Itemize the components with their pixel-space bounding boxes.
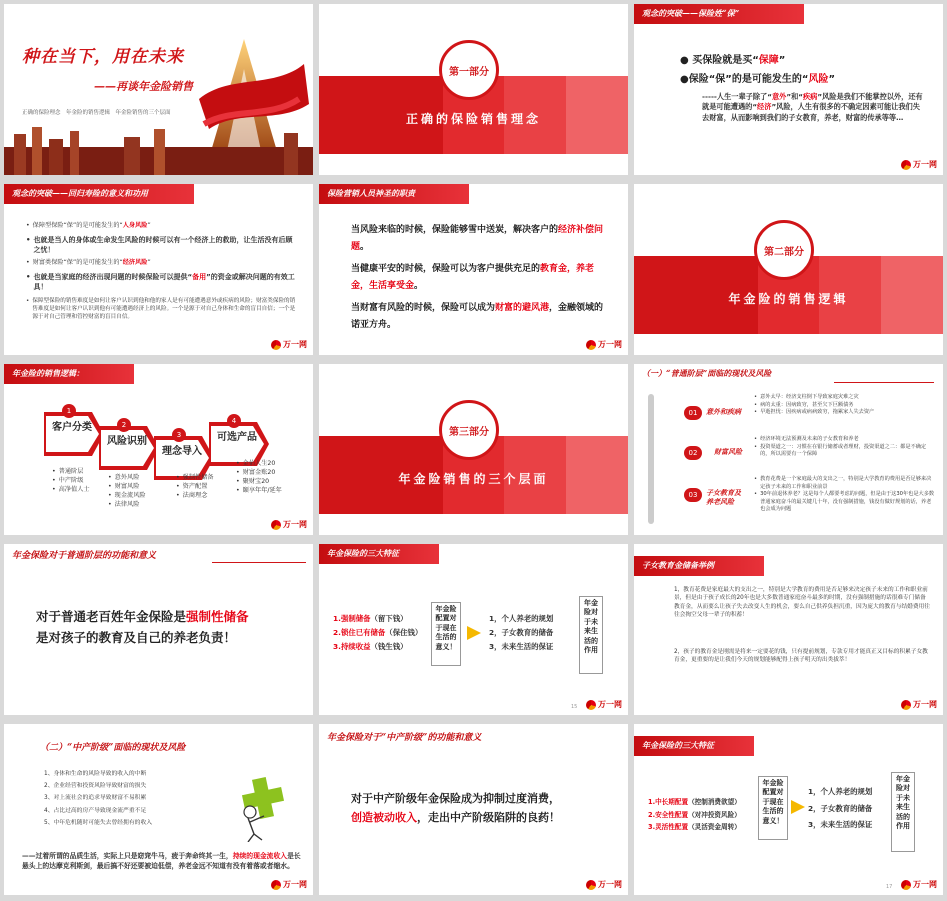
slide-header: 子女教育金储备举例 — [634, 556, 764, 576]
slide-9[interactable] — [634, 364, 943, 535]
logo-icon — [586, 700, 596, 710]
step-2-number: 2 — [117, 418, 131, 432]
slide-header: 年金保险的三大特征 — [319, 544, 439, 564]
part-circle: 第二部分 — [754, 220, 814, 280]
logo-icon — [586, 340, 596, 350]
slide-7[interactable] — [4, 364, 313, 535]
slide-1-tagline: 正确的保险理念 年金险的销售逻辑 年金险销售的三个层面 — [22, 110, 171, 116]
step-4-number: 4 — [227, 414, 241, 428]
header-rule — [212, 562, 306, 563]
logo-icon — [271, 340, 281, 350]
paragraph: -----人生一辈子除了“意外”和“疾病”风险是我们不能掌控以外，还有就是可能遭遇的“经济”风险，人生有很多的不确定因素可能让我们失去财富，从而影响到我们的子女教育，养老，财富的传承等等… — [702, 92, 923, 122]
logo: 万一网 — [901, 879, 937, 890]
main-statement: 对于普通老百姓年金保险是强制性储备 是对孩子的教育及自己的养老负责！ — [36, 609, 249, 646]
row-1-items: • 意外太早：经济支柱倒下导致家庭灾难之灾 • 病的太重：因病致穷，甚至欠下巨额债务 • 早逝担忧：因疾病或病病致穷，拖累家人失去资产 — [754, 394, 936, 417]
slide-header: （二）“中产阶级”面临的现状及风险 — [32, 736, 292, 758]
slide-header: 年金险的销售逻辑： — [4, 364, 134, 384]
meaning-box: 年金险配置对于现在生活的意义！ — [758, 776, 788, 840]
row-3-items: • 教育花费是一个家庭最大的支出之一，特别是大学教育的费用是否足够来决定孩子未来的工作和职业前景 • 30年前退休养老？这是每个人都要考虑的问题，但是由于这30年也是大多数普通家庭奋斗的最关键几十年，没有强制措施，钱没有做好规划的话，养老也会成为问题 — [754, 476, 936, 514]
slide-1-title: 种在当下，用在未来 — [22, 47, 184, 67]
summary-paragraph: ——过着所谓的品质生活，实际上只是窈窕牛马，疲于奔命终其一生，持续的现金流收入是长悬头上的达摩克利斯剑，最后搞不好还要被迫低偿，养老金远不知道有没有着落或者缩水。 — [22, 852, 301, 870]
section-title: 年金险销售的三个层面 — [398, 472, 549, 486]
header-rule — [834, 382, 934, 383]
step-2-items: • 意外风险 • 财富风险 • 现金流风险 • 法律风险 — [108, 474, 146, 510]
step-1-label: 客户分类 — [52, 422, 92, 433]
slide-header: 年金保险对于“中产阶级”的功能和意义 — [319, 726, 569, 748]
step-2-label: 风险识别 — [107, 436, 147, 447]
slide-header: 保险营销人员神圣的职责 — [319, 184, 469, 204]
bullet-list: • 保障型保险“保”的是可能发生的“人身风险” • 也就是当人的身体或生命发生风险的时候可以有一个经济上的救助，让生活没有后顾之忧！ • 财富类保险“保”的是可能发生的“经济风险” • 也就是当家庭的经济出现问题的时候保险可以提供“备用”的资金或解决问题的有效工具！ • 保障型保险的销售难度是如何让客户认识到他和他的家人是有可能遭遇意外或疾病的风险；财富类保险的销售难度是如何让客户认识到他有可能遭遇经济上的风险。一个是源于对自己身体和生命的盲目自信；一个是源于对自己管理和管控财富的盲目自信。 — [26, 222, 296, 321]
slide-11[interactable] — [319, 544, 628, 715]
logo: 万一网 — [586, 699, 622, 710]
logo: 万一网 — [901, 159, 937, 170]
slide-header: 年金保险的三大特征 — [634, 736, 754, 756]
paragraph-2: 2，孩子的教育金是刚需是将来一定要花的钱，只有提前规划，专款专用才能真正又目标的积累子女教育金，更重要的是让我们今天的规划能够配得上孩子明天的出类拔萃！ — [674, 649, 928, 664]
row-3-label: 子女教育及养老风险 — [706, 488, 741, 507]
logo: 万一网 — [271, 879, 307, 890]
outcome-list: 1，个人养老的规划 2，子女教育的储备 3，未来生活的保证 — [808, 787, 873, 830]
risk-list: 1、身体和生命的风险导致的收入的中断 2、企业经营和投资风险导致财富的损失 3、对上流社会的追求导致财富不易积累 4、占比过高的房产导致现金流严重不足 5、中年危机随时可能失去曾经拥有的收入 — [44, 771, 153, 826]
slide-header: 观念的突破——保险姓“保” — [634, 4, 804, 24]
logo-icon — [271, 880, 281, 890]
step-1-items: • 普通阶层 • 中产阶级 • 高净值人士 — [52, 468, 90, 495]
step-3-items: • 强制性储备 • 资产配置 • 法商理念 — [176, 474, 214, 501]
future-box: 年金险对于未来生活的作用 — [891, 772, 915, 852]
slide-1[interactable] — [4, 4, 313, 175]
logo-icon — [271, 520, 281, 530]
slide-header: 观念的突破——回归寿险的意义和功用 — [4, 184, 194, 204]
logo-icon — [586, 880, 596, 890]
bullet-1: ● 买保险就是买“保障” — [680, 55, 786, 66]
paragraph-1: 1，教育花费是家庭最大的支出之一，特别是大学教育的费用是否足够来决定孩子未来的工作和职业前景，但是由于孩子成长的20年也是大多数普通家庭奋斗最多的时期，没有强制措施的话很难专门储备教育金，从而要么让孩子失去改变人生的机会，要么自己供养负担沉重，因为庞大的教育与结婚费用往往会掏空父母一辈子的积蓄！ — [674, 587, 930, 618]
paragraph-list: 当风险来临的时候，保险能够雪中送炭，解决客户的经济补偿问题。 当健康平安的时候，保险可以为客户提供充足的教育金，养老金，生活享受金。 当财富有风险的时候，保险可以成为财富的避风港，金融领域的诺亚方舟。 — [351, 225, 604, 331]
slide-3[interactable] — [634, 4, 943, 175]
slide-1-subtitle: ——再谈年金险销售 — [94, 80, 193, 93]
slide-2[interactable] — [319, 4, 628, 175]
row-2-number: 02 — [684, 446, 702, 460]
row-1-label: 意外和疾病 — [706, 407, 741, 416]
slide-4[interactable] — [4, 184, 313, 355]
slide-header: （一）“普通阶层”面临的现状及风险 — [634, 364, 884, 386]
meaning-box: 年金险配置对于现在生活的意义！ — [431, 602, 461, 666]
timeline-bar — [648, 394, 654, 524]
logo: 万一网 — [901, 699, 937, 710]
steps-arrow-diagram — [4, 364, 313, 535]
city-tower-illustration — [4, 29, 313, 175]
slide-8[interactable] — [319, 364, 628, 535]
logo: 万一网 — [271, 339, 307, 350]
slide-15[interactable] — [634, 724, 943, 895]
row-3-number: 03 — [684, 488, 702, 502]
part-circle: 第三部分 — [439, 400, 499, 460]
step-4-label: 可选产品 — [217, 432, 257, 443]
logo: 万一网 — [586, 339, 622, 350]
row-2-label: 财富风险 — [714, 447, 742, 456]
step-3-label: 理念导入 — [162, 446, 202, 457]
future-box: 年金险对于未来生活的作用 — [579, 596, 603, 674]
outcome-list: 1，个人养老的规划 2，子女教育的储备 3，未来生活的保证 — [489, 614, 554, 652]
slide-14[interactable] — [319, 724, 628, 895]
slide-5[interactable] — [319, 184, 628, 355]
arrow-icon — [791, 800, 805, 814]
step-3-number: 3 — [172, 428, 186, 442]
bullet-2: ●保险“保”的是可能发生的“风险” — [680, 74, 836, 85]
slide-header: 年金保险对于普通阶层的功能和意义 — [4, 544, 294, 566]
person-carrying-plus-icon — [234, 776, 294, 842]
arrow-icon — [467, 626, 481, 640]
row-1-number: 01 — [684, 406, 702, 420]
feature-list: 1.强制储备（留下钱） 2.锁住已有储备（保住钱） 3.持续收益（钱生钱） — [333, 614, 423, 652]
page-number: 17 — [886, 884, 893, 890]
page-number: 15 — [571, 704, 578, 710]
logo-icon — [901, 700, 911, 710]
step-1-number: 1 — [62, 404, 76, 418]
logo-icon — [901, 160, 911, 170]
row-2-items: • 经济环境无法预测及未来的子女教育和养老 • 投资渠道之一：习惯在在银行储蓄或者理财，投资渠道之二：都是不确定的，所以需要有一个保障 — [754, 436, 936, 459]
logo: 万一网 — [586, 879, 622, 890]
logo: 万一网 — [271, 519, 307, 530]
slide-12[interactable] — [634, 544, 943, 715]
section-title: 年金险的销售逻辑 — [728, 292, 849, 306]
slide-10[interactable] — [4, 544, 313, 715]
feature-list: 1.中长期配置（控制消费欲望） 2.安全性配置（对冲投资风险） 3.灵活性配置（灵活资金周转） — [648, 798, 741, 832]
section-title: 正确的保险销售理念 — [405, 112, 541, 126]
step-4-items: • 金佑人生20 • 财富金账20 • 聚财宝20 • 颐享年年/延年 — [236, 460, 282, 496]
slide-13[interactable] — [4, 724, 313, 895]
main-statement: 对于中产阶级年金保险成为抑制过度消费， 创造被动收入，走出中产阶级陷阱的良药！ — [351, 792, 560, 824]
part-circle: 第一部分 — [439, 40, 499, 100]
logo-icon — [901, 880, 911, 890]
slide-6[interactable] — [634, 184, 943, 355]
